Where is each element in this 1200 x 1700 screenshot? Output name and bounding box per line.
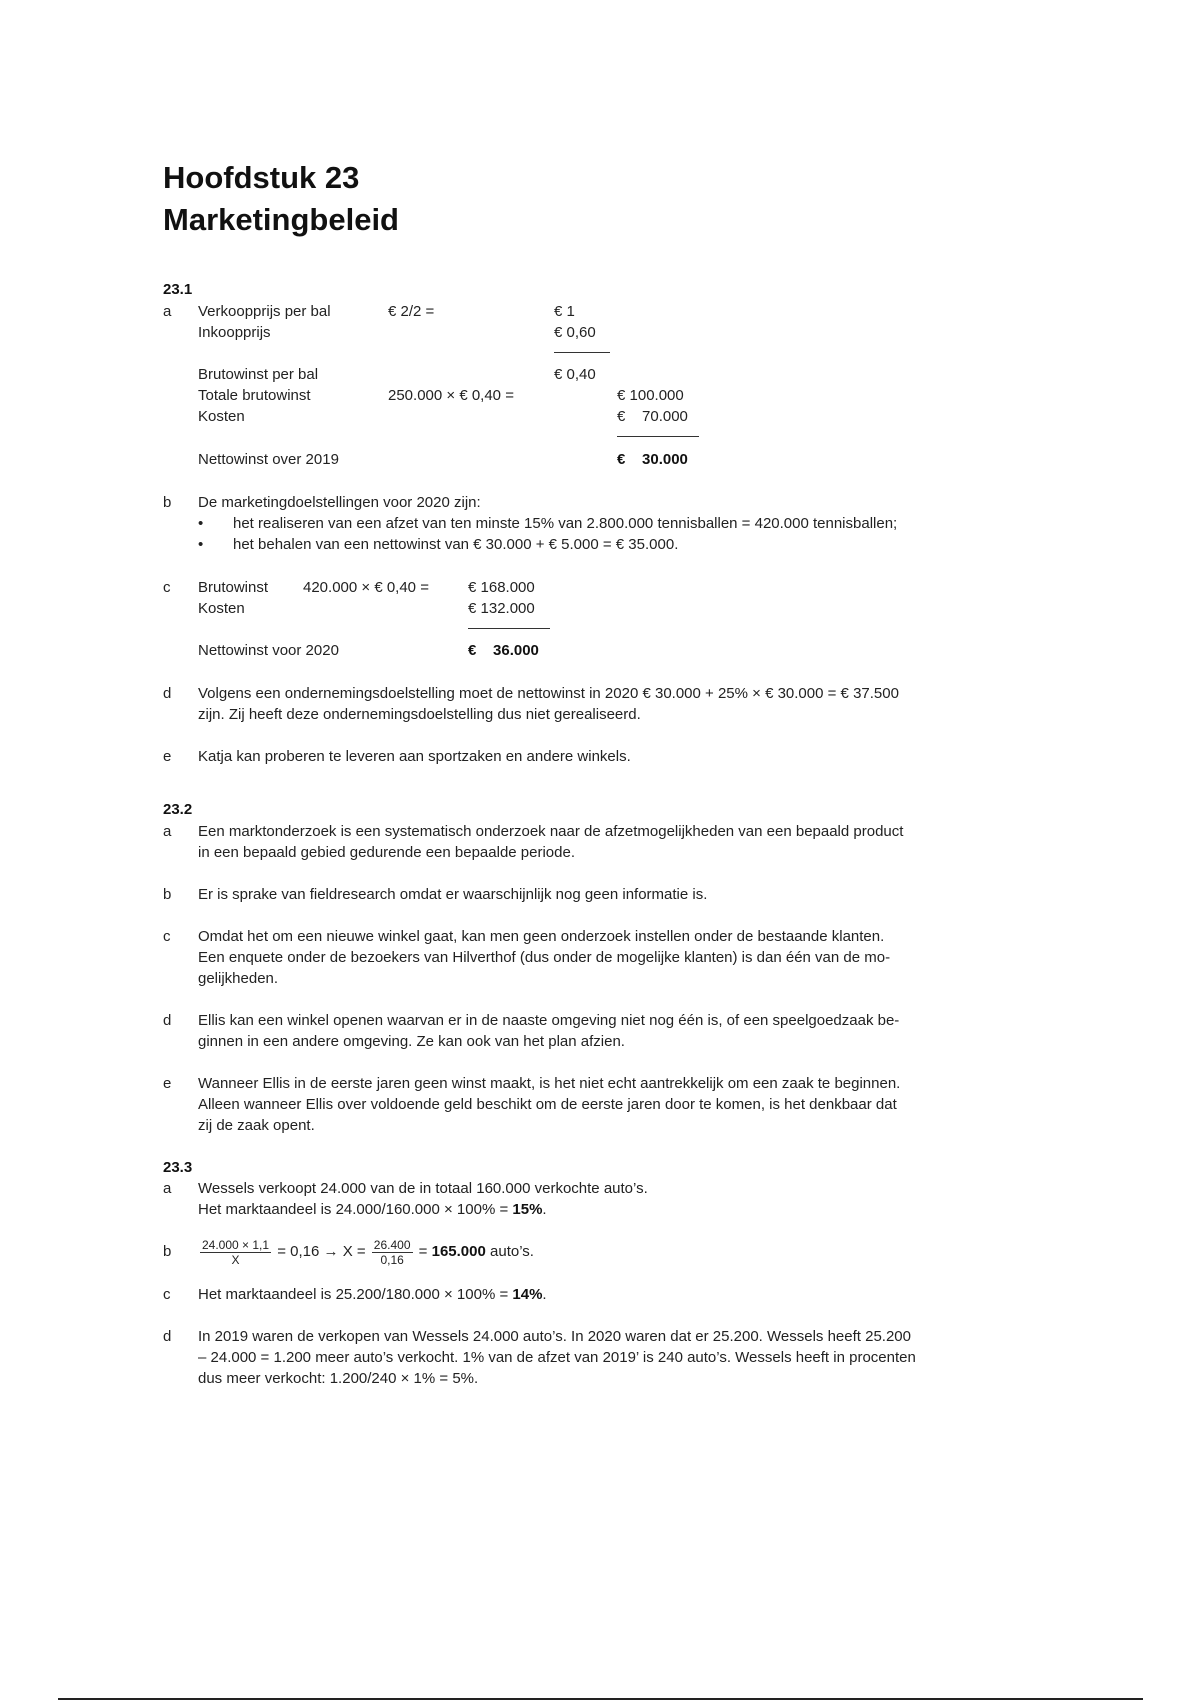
section-number-23-1: 23.1 [163,281,193,298]
verkoopprijs-label: Verkoopprijs per bal [198,303,331,320]
sum-rule [468,628,550,629]
letter-b: b [163,494,172,511]
brutowinst-per-bal-value: € 0,40 [554,366,596,383]
nettowinst-2019-value: € 30.000 [617,451,688,468]
answer-a-line-1: Wessels verkoopt 24.000 van de in totaal 160.000 verkochte auto’s. [198,1180,648,1197]
letter-d: d [163,685,172,702]
letter-a: a [163,1180,172,1197]
nettowinst-2020-value: € 36.000 [468,642,539,659]
inkoopprijs-value: € 0,60 [554,324,596,341]
letter-c: c [163,1286,171,1303]
answer-e-line-2: Alleen wanneer Ellis over voldoende geld beschikt om de eerste jaren door te komen, is het denkbaar dat [198,1096,897,1113]
period: . [542,1201,547,1218]
answer-c-line-2: Een enquete onder de bezoekers van Hilverthof (dus onder de mogelijke klanten) is dan één van de mo- [198,949,891,966]
fraction-2-numerator: 26.400 [373,1237,411,1252]
kosten-2020-value: € 132.000 [468,600,535,617]
letter-d: d [163,1012,172,1029]
answer-a-line-2 [198,1201,547,1219]
fraction-1-numerator: 24.000 × 1,1 [202,1237,270,1252]
section-number-23-2: 23.2 [163,801,193,818]
letter-a: a [163,823,172,840]
answer-a-line-1: Een marktonderzoek is een systematisch onderzoek naar de afzetmogelijkheden van een bepaald product [198,823,904,840]
bullet-icon: • [198,515,204,532]
equals-sign: = [418,1243,428,1260]
result-value: 165.000 [431,1243,486,1260]
result-unit: auto’s. [490,1243,534,1260]
letter-e: e [163,748,172,765]
marktaandeel-2020: 14% [512,1286,543,1303]
chapter-number: Hoofdstuk 23 [163,160,360,195]
answer-c-line-3: gelijkheden. [198,970,279,987]
answer-d-line-1: Ellis kan een winkel openen waarvan er in de naaste omgeving niet nog één is, of een speelgoedzaak be- [198,1012,900,1029]
answer-c-line [198,1286,547,1304]
section-number-23-3: 23.3 [163,1159,193,1176]
kosten-value: € 70.000 [617,408,688,425]
answer-d-line-3: dus meer verkocht: 1.200/240 × 1% = 5%. [198,1370,479,1387]
letter-c: c [163,928,171,945]
brutowinst-value: € 168.000 [468,579,535,596]
sum-rule [617,436,699,437]
fraction-2 [372,1238,413,1267]
answer-d-line-1: In 2019 waren de verkopen van Wessels 24.000 auto’s. In 2020 waren dat er 25.200. Wessels heeft 25.200 [198,1328,911,1345]
letter-b: b [163,1243,172,1260]
inkoopprijs-label: Inkoopprijs [198,324,271,341]
fraction-1 [200,1238,271,1267]
kosten-label: Kosten [198,408,245,425]
marketing-doelstellingen-intro: De marketingdoelstellingen voor 2020 zijn: [198,494,481,511]
marktaandeel-2019: 15% [512,1201,543,1218]
totale-brutowinst-label: Totale brutowinst [198,387,311,404]
answer-b-line-1: Er is sprake van fieldresearch omdat er waarschijnlijk nog geen informatie is. [198,886,708,903]
bullet-text-1: het realiseren van een afzet van ten minste 15% van 2.800.000 tennisballen = 420.000 tennisballen; [233,515,898,532]
answer-e-line-3: zij de zaak opent. [198,1117,315,1134]
letter-c: c [163,579,171,596]
period: . [542,1286,547,1303]
letter-a: a [163,303,172,320]
answer-e-line-1: Katja kan proberen te leveren aan sportzaken en andere winkels. [198,748,631,765]
answer-d-line-1: Volgens een ondernemingsdoelstelling moet de nettowinst in 2020 € 30.000 + 25% × € 30.000 = € 37.500 [198,685,899,702]
totale-brutowinst-calc: 250.000 × € 0,40 = [388,387,514,404]
sum-rule [554,352,610,353]
answer-d-line-2: ginnen in een andere omgeving. Ze kan ook van het plan afzien. [198,1033,625,1050]
chapter-title: Marketingbeleid [163,202,399,237]
answer-c-text: Het marktaandeel is 25.200/180.000 × 100% = [198,1286,513,1303]
fraction-2-denominator: 0,16 [380,1252,404,1267]
letter-e: e [163,1075,172,1092]
brutowinst-per-bal-label: Brutowinst per bal [198,366,319,383]
answer-d-line-2: – 24.000 = 1.200 meer auto’s verkocht. 1% van de afzet van 2019’ is 240 auto’s. Wessels heeft in procenten [198,1349,916,1366]
totale-brutowinst-value: € 100.000 [617,387,684,404]
nettowinst-2020-label: Nettowinst voor 2020 [198,642,339,659]
letter-d: d [163,1328,172,1345]
answer-e-line-1: Wanneer Ellis in de eerste jaren geen winst maakt, is het niet echt aantrekkelijk om een zaak te beginnen. [198,1075,901,1092]
brutowinst-calc: 420.000 × € 0,40 = [303,579,429,596]
answer-b-equation [198,1234,534,1270]
answer-c-line-1: Omdat het om een nieuwe winkel gaat, kan men geen onderzoek instellen onder de bestaande klanten. [198,928,885,945]
letter-b: b [163,886,172,903]
equation-middle: = 0,16 → X = [277,1243,366,1260]
nettowinst-2019-label: Nettowinst over 2019 [198,451,339,468]
fraction-1-denominator: X [231,1252,240,1267]
answer-a-line-2: in een bepaald gebied gedurende een bepaalde periode. [198,844,575,861]
answer-a-text: Het marktaandeel is 24.000/160.000 × 100% = [198,1201,513,1218]
bullet-text-2: het behalen van een nettowinst van € 30.000 + € 5.000 = € 35.000. [233,536,679,553]
answer-d-line-2: zijn. Zij heeft deze ondernemingsdoelstelling dus niet gerealiseerd. [198,706,641,723]
kosten-2020-label: Kosten [198,600,245,617]
verkoopprijs-value: € 1 [554,303,575,320]
verkoopprijs-calc: € 2/2 = [388,303,435,320]
bullet-icon: • [198,536,204,553]
brutowinst-label: Brutowinst [198,579,269,596]
